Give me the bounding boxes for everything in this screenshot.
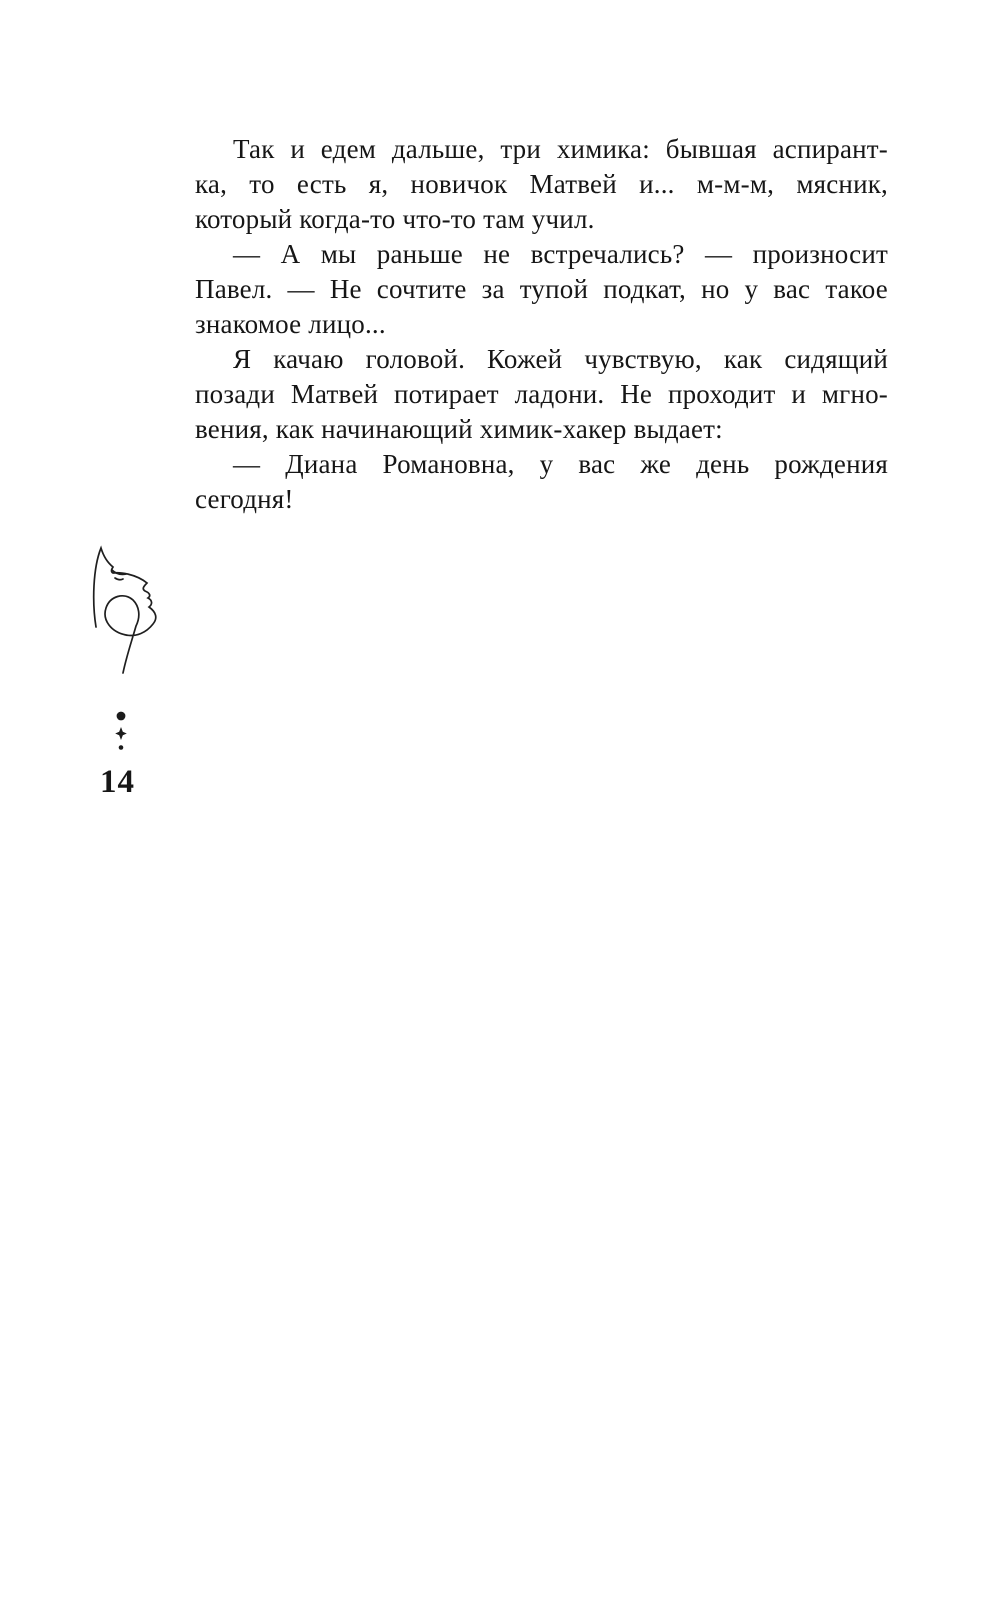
text-line: — А мы раньше не встречались? — произносит	[233, 239, 888, 269]
small-dot-icon	[119, 745, 124, 750]
text-line: позади Матвей потирает ладони. Не проходит и мгно-	[195, 379, 888, 409]
paragraph	[195, 237, 888, 342]
text-line: Павел. — Не сочтите за тупой подкат, но у вас такое	[195, 274, 888, 304]
face-profile-line-art-icon	[86, 540, 162, 680]
dot-icon	[117, 712, 126, 721]
paragraph	[195, 447, 888, 517]
text-line: знакомое лицо...	[195, 309, 386, 339]
text-line: который когда-то что-то там учил.	[195, 204, 595, 234]
sparkle-icon	[115, 727, 127, 740]
text-line: Так и едем дальше, три химика: бывшая аспирант-	[233, 134, 888, 164]
text-line: сегодня!	[195, 484, 294, 514]
text-line: вения, как начинающий химик-хакер выдает:	[195, 414, 723, 444]
body-text	[195, 132, 888, 517]
paragraph	[195, 132, 888, 237]
text-line: ка, то есть я, новичок Матвей и... м-м-м, мясник,	[195, 169, 888, 199]
paragraph	[195, 342, 888, 447]
page-number: 14	[100, 764, 135, 800]
text-line: Я качаю головой. Кожей чувствую, как сидящий	[233, 344, 888, 374]
text-line: — Диана Романовна, у вас же день рождения	[233, 449, 888, 479]
ornament-dots-icon	[110, 706, 132, 756]
